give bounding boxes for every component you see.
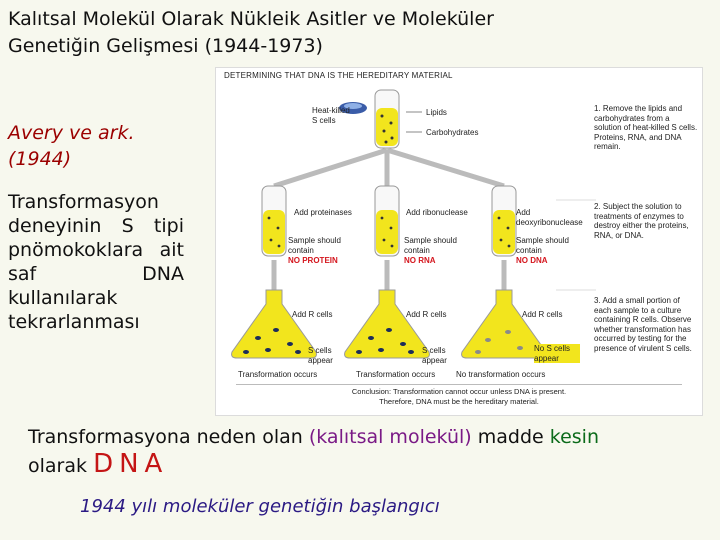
source-tube-icon (375, 90, 399, 148)
sample-contain-label-3: Sample should contain (516, 236, 569, 255)
experiment-description: Transformasyon deneyinin S tipi pnömokoklara ait saf DNA kullanılarak tekrarlanması (8, 191, 184, 333)
add-r-cells-label-2: Add R cells (406, 310, 447, 319)
conclusion-line-1: Conclusion: Transformation cannot occur unless DNA is present. (351, 387, 567, 396)
no-rna-label: NO RNA (404, 256, 436, 265)
dna-highlight: DNA (93, 449, 169, 479)
sample-contain-label-1: Sample should contain (288, 236, 341, 255)
conclusion-box (236, 384, 682, 411)
statement-hereditary-molecule: (kalıtsal molekül) (308, 426, 472, 448)
molecular-genetics-note: 1944 yılı moleküler genetiğin başlangıcı (80, 496, 440, 517)
add-r-cells-label-3: Add R cells (522, 310, 563, 319)
figure-title: DETERMINING THAT DNA IS THE HEREDITARY MATERIAL (224, 71, 453, 80)
conclusion-statement (28, 424, 708, 480)
deoxyribonuclease-tube-icon (492, 186, 516, 256)
no-dna-label: NO DNA (516, 256, 548, 265)
step-1-text: 1. Remove the lipids and carbohydrates from a solution of heat-killed S cells. Proteins, RNA, and DNA remain. (594, 104, 698, 151)
no-s-cells-appear-label: No S cells appear (534, 344, 580, 363)
conclusion-line-2: Therefore, DNA must be the hereditary material. (379, 397, 539, 406)
title-line-2: Genetiğin Gelişmesi (1944-1973) (8, 35, 323, 57)
add-proteinases-label: Add proteinases (294, 208, 352, 217)
avery-citation: Avery ve ark. (1944) (8, 122, 135, 170)
lipids-label: Lipids (426, 108, 447, 117)
flask-protein-free-icon (232, 290, 317, 358)
heat-killed-label: Heat-killed S cells (312, 106, 350, 125)
s-cells-appear-label-2: S cells appear (422, 346, 447, 365)
carbohydrates-label: Carbohydrates (426, 128, 479, 137)
statement-olarak: olarak (28, 455, 88, 477)
step-3-text: 3. Add a small portion of each sample to a culture containing R cells. Observe whether transformation has occurred by testing for the presence of virulent S cells. (594, 296, 692, 353)
add-ribonuclease-label: Add ribonuclease (406, 208, 468, 217)
experiment-figure (215, 67, 703, 416)
flask-rna-free-icon (345, 290, 430, 358)
add-r-cells-label-1: Add R cells (292, 310, 333, 319)
step-2-text: 2. Subject the solution to treatments of enzymes to destroy either the proteins, RNA, or DNA. (594, 202, 689, 240)
statement-part-1: Transformasyona neden olan (28, 426, 309, 448)
sample-contain-label-2: Sample should contain (404, 236, 457, 255)
ribonuclease-tube-icon (375, 186, 399, 256)
add-deoxyribonuclease-label: Add deoxyribonuclease (516, 208, 583, 227)
no-protein-label: NO PROTEIN (288, 256, 338, 265)
no-transformation-label: No transformation occurs (456, 370, 546, 379)
s-cells-appear-label-1: S cells appear (308, 346, 333, 365)
statement-kesin: kesin (549, 426, 599, 448)
transformation-occurs-label-1: Transformation occurs (238, 370, 318, 379)
transformation-occurs-label-2: Transformation occurs (356, 370, 436, 379)
title-line-1: Kalıtsal Molekül Olarak Nükleik Asitler ve Moleküler (8, 8, 494, 30)
statement-part-3: madde (471, 426, 550, 448)
slide-title (8, 6, 716, 60)
proteinase-tube-icon (262, 186, 286, 256)
